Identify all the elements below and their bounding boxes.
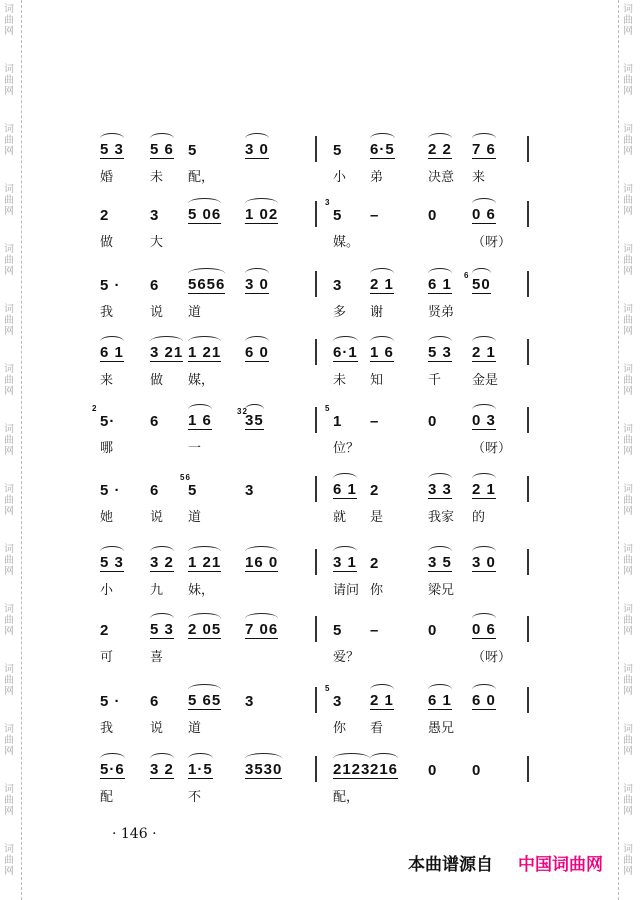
lyric: 说 <box>150 721 164 736</box>
note-beat: 35 32 <box>245 413 264 430</box>
watermark-text: 词曲网 <box>4 664 14 697</box>
note-beat: 3 2 <box>150 554 174 571</box>
barline <box>315 271 317 297</box>
lyric: 弟 <box>370 170 384 185</box>
barline <box>527 201 529 227</box>
note-beat: 5 3 <box>428 344 452 361</box>
lyric: 我 <box>100 721 114 736</box>
barline <box>315 339 317 365</box>
note-beat: 1 6 <box>370 344 394 361</box>
watermark-text: 词曲网 <box>4 64 14 97</box>
note-beat: 6 <box>150 277 160 294</box>
barline <box>527 271 529 297</box>
score-row <box>0 345 640 405</box>
note-beat: 3 <box>245 693 255 710</box>
note-beat: – <box>370 413 380 430</box>
lyric: 一 <box>188 441 202 456</box>
note-beat: 5 3 <box>150 621 174 638</box>
note-beat: 6 1 <box>428 276 452 293</box>
note-beat: 5 <box>333 142 343 159</box>
watermark-text: 词曲网 <box>4 304 14 337</box>
watermark-text: 词曲网 <box>623 364 633 397</box>
barline <box>315 616 317 642</box>
note-beat: 1 21 <box>188 554 222 571</box>
lyric: 位？ <box>333 441 360 456</box>
lyric: 不 <box>188 790 202 805</box>
lyric: 就 <box>333 510 347 525</box>
note-beat: 5· 2 <box>92 404 116 430</box>
barline <box>527 407 529 433</box>
lyric: 的 <box>472 510 486 525</box>
barline <box>315 549 317 575</box>
grace-note: 6 <box>464 271 470 280</box>
lyric: 愚兄 <box>428 721 455 736</box>
lyric: 金是 <box>472 373 499 388</box>
grace-note: 5 <box>325 684 331 693</box>
note-beat: 3 <box>150 207 160 224</box>
note-beat: 5 6 <box>150 141 174 158</box>
note-beat: 2 <box>100 622 110 639</box>
note-beat: 1·5 <box>188 761 213 778</box>
watermark-text: 词曲网 <box>4 124 14 157</box>
note-beat: 5 3 <box>100 554 124 571</box>
note-beat: 0 <box>428 207 438 224</box>
barline <box>315 136 317 162</box>
note-beat: 1 21 <box>188 344 222 361</box>
note-beat: 5 · <box>100 482 121 499</box>
note-beat: 2 2 <box>428 141 452 158</box>
note-beat: 2 <box>370 482 380 499</box>
lyric: 大 <box>150 235 164 250</box>
score-row <box>0 271 640 337</box>
lyric: 媒。 <box>333 235 360 250</box>
lyric: 来 <box>472 170 486 185</box>
grace-note: 2 <box>92 404 98 413</box>
watermark-text: 词曲网 <box>4 844 14 877</box>
note-beat: 2 1 <box>472 481 496 498</box>
note-beat: 0 <box>428 413 438 430</box>
note-beat: 3 1 <box>333 554 357 571</box>
lyric: 看 <box>370 721 384 736</box>
note-beat: – <box>370 207 380 224</box>
note-beat: 0 6 <box>472 621 496 638</box>
note-beat: 6 <box>150 482 160 499</box>
note-beat: 1 6 <box>188 412 212 429</box>
lyric: 配， <box>188 170 215 185</box>
watermark-text: 词曲网 <box>623 244 633 277</box>
note-beat: 3 <box>245 482 255 499</box>
barline <box>315 687 317 713</box>
lyric: 哪 <box>100 441 114 456</box>
note-beat: 5 3 <box>100 141 124 158</box>
lyric: 你 <box>370 583 384 598</box>
lyric: 贤弟 <box>428 305 455 320</box>
note-beat: 5 <box>333 622 343 639</box>
note-beat: 5 · <box>100 277 121 294</box>
barline <box>315 756 317 782</box>
note-beat: 3 0 <box>245 141 269 158</box>
watermark-text: 词曲网 <box>623 124 633 157</box>
score-row <box>0 404 640 473</box>
note-beat: 2 1 <box>472 344 496 361</box>
note-beat: 216 <box>370 761 399 778</box>
watermark-text: 词曲网 <box>623 64 633 97</box>
grace-note: 3 <box>325 198 331 207</box>
lyric: 道 <box>188 721 202 736</box>
score-row <box>0 555 640 615</box>
score-row <box>0 622 640 682</box>
note-beat: 3 5 <box>325 684 343 710</box>
lyric: 是 <box>370 510 384 525</box>
grace-note: 5 <box>325 404 331 413</box>
note-beat: 6 1 <box>100 344 124 361</box>
note-beat: 16 0 <box>245 554 279 571</box>
lyric: 未 <box>150 170 164 185</box>
watermark-text: 词曲网 <box>623 844 633 877</box>
note-beat: 5 65 <box>188 692 222 709</box>
lyric: 可 <box>100 650 114 665</box>
lyric: 未 <box>333 373 347 388</box>
barline <box>527 476 529 502</box>
lyric: 配， <box>333 790 360 805</box>
watermark-text: 词曲网 <box>623 304 633 337</box>
watermark-text: 词曲网 <box>4 184 14 217</box>
note-beat: 2 1 <box>370 692 394 709</box>
watermark-text: 词曲网 <box>623 424 633 457</box>
lyric: 梁兄 <box>428 583 455 598</box>
note-beat: 6 <box>150 413 160 430</box>
note-beat: 6·1 <box>333 344 358 361</box>
barline <box>315 201 317 227</box>
note-beat: 5 · <box>100 693 121 710</box>
note-beat: 7 06 <box>245 621 279 638</box>
lyric: 道 <box>188 510 202 525</box>
page-number: · 146 · <box>112 826 157 842</box>
lyric: 九 <box>150 583 164 598</box>
lyric: 配 <box>100 790 114 805</box>
lyric: 妹， <box>188 583 215 598</box>
watermark-text: 词曲网 <box>4 4 14 37</box>
note-beat: 0 <box>428 762 438 779</box>
note-beat: 5656 <box>188 276 226 293</box>
watermark-text: 词曲网 <box>4 784 14 817</box>
note-beat: 3 2 <box>150 761 174 778</box>
barline <box>315 407 317 433</box>
note-beat: 2 1 <box>370 276 394 293</box>
watermark-text: 词曲网 <box>4 484 14 517</box>
note-beat: 5 56 <box>180 473 198 499</box>
watermark-text: 词曲网 <box>4 604 14 637</box>
lyric: 道 <box>188 305 202 320</box>
watermark-text: 词曲网 <box>4 544 14 577</box>
watermark-text: 词曲网 <box>623 724 633 757</box>
note-beat: 0 3 <box>472 412 496 429</box>
lyric: 小 <box>333 170 347 185</box>
lyric: 多 <box>333 305 347 320</box>
lyric: 说 <box>150 510 164 525</box>
watermark-text: 词曲网 <box>4 244 14 277</box>
score-row <box>0 762 640 822</box>
note-beat: 3 3 <box>428 481 452 498</box>
lyric: 决意 <box>428 170 455 185</box>
lyric: 爱？ <box>333 650 360 665</box>
lyric: 我 <box>100 305 114 320</box>
lyric: 请问 <box>333 583 360 598</box>
note-beat: 2 <box>370 555 380 572</box>
barline <box>527 687 529 713</box>
lyric: 说 <box>150 305 164 320</box>
watermark-text: 词曲网 <box>623 544 633 577</box>
note-beat: 3 0 <box>245 276 269 293</box>
lyric: 知 <box>370 373 384 388</box>
lyric: 做 <box>150 373 164 388</box>
note-beat: 5·6 <box>100 761 125 778</box>
note-beat: 50 6 <box>472 277 491 294</box>
note-beat: 6·5 <box>370 141 395 158</box>
barline <box>527 756 529 782</box>
watermark-text: 词曲网 <box>623 484 633 517</box>
note-beat: 3 0 <box>472 554 496 571</box>
note-beat: 6 <box>150 693 160 710</box>
note-beat: 3 <box>333 277 343 294</box>
note-beat: 0 <box>472 762 482 779</box>
note-beat: 3 5 <box>428 554 452 571</box>
watermark-text: 词曲网 <box>623 184 633 217</box>
barline <box>527 136 529 162</box>
barline <box>527 339 529 365</box>
watermark-text: 词曲网 <box>4 364 14 397</box>
grace-note: 56 <box>180 473 191 482</box>
lyric: 我家 <box>428 510 455 525</box>
note-beat: 6 1 <box>428 692 452 709</box>
lyric: 谢 <box>370 305 384 320</box>
note-beat: 7 6 <box>472 141 496 158</box>
note-beat: 0 6 <box>472 206 496 223</box>
lyric: 小 <box>100 583 114 598</box>
grace-note: 32 <box>237 407 248 416</box>
score-row <box>0 684 640 753</box>
note-beat: 5 <box>188 142 198 159</box>
note-beat: 2 05 <box>188 621 222 638</box>
note-beat: 2 <box>100 207 110 224</box>
lyric: 喜 <box>150 650 164 665</box>
note-beat: 2123 <box>333 761 371 778</box>
lyric: 千 <box>428 373 442 388</box>
lyric: 做 <box>100 235 114 250</box>
note-beat: 3 21 <box>150 344 184 361</box>
lyric: 来 <box>100 373 114 388</box>
barline <box>527 616 529 642</box>
watermark-text: 词曲网 <box>623 4 633 37</box>
note-beat: 0 <box>428 622 438 639</box>
lyric: 她 <box>100 510 114 525</box>
source-label: 本曲谱源自 <box>408 855 493 875</box>
note-beat: 5 3 <box>325 198 343 224</box>
note-beat: 5 06 <box>188 206 222 223</box>
lyric: （呀） <box>472 235 512 250</box>
barline <box>527 549 529 575</box>
lyric: （呀） <box>472 441 512 456</box>
note-beat: 1 02 <box>245 206 279 223</box>
note-beat: – <box>370 622 380 639</box>
watermark-text: 词曲网 <box>623 664 633 697</box>
score-row <box>0 142 640 202</box>
note-beat: 6 0 <box>245 344 269 361</box>
lyric: 媒， <box>188 373 215 388</box>
watermark-text: 词曲网 <box>4 424 14 457</box>
note-beat: 6 1 <box>333 481 357 498</box>
barline <box>315 476 317 502</box>
watermark-text: 词曲网 <box>623 784 633 817</box>
lyric: 你 <box>333 721 347 736</box>
watermark-text: 词曲网 <box>623 604 633 637</box>
note-beat: 1 5 <box>325 404 343 430</box>
lyric: 婚 <box>100 170 114 185</box>
note-beat: 3530 <box>245 761 283 778</box>
site-name: 中国词曲网 <box>518 855 603 875</box>
watermark-text: 词曲网 <box>4 724 14 757</box>
score-row <box>0 473 640 542</box>
lyric: （呀） <box>472 650 512 665</box>
note-beat: 6 0 <box>472 692 496 709</box>
